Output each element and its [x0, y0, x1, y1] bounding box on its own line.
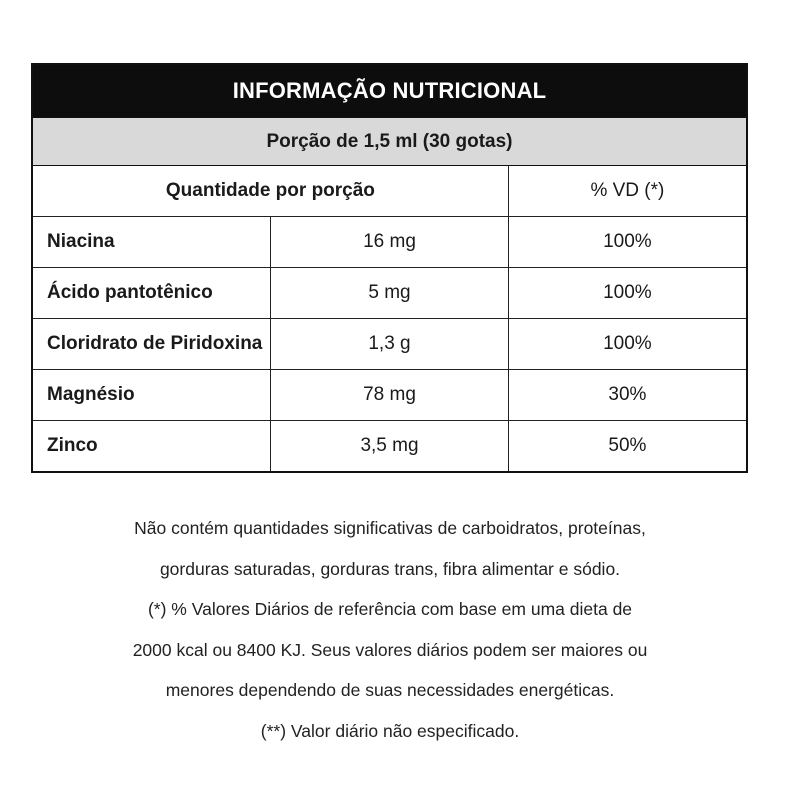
table-row	[33, 421, 746, 472]
nutrient-name: Cloridrato de Piridoxina	[33, 319, 271, 370]
nutrient-name: Magnésio	[33, 370, 271, 421]
table-row	[33, 217, 746, 268]
nutrition-table	[31, 63, 748, 473]
nutrient-amount: 78 mg	[271, 370, 509, 421]
table-title: INFORMAÇÃO NUTRICIONAL	[33, 65, 746, 117]
footnote-line: 2000 kcal ou 8400 KJ. Seus valores diários podem ser maiores ou	[132, 639, 648, 660]
nutrient-amount: 3,5 mg	[271, 421, 509, 472]
footnote-line: menores dependendo de suas necessidades energéticas.	[165, 680, 615, 700]
footnote-line: gorduras saturadas, gorduras trans, fibra alimentar e sódio.	[159, 558, 621, 579]
nutrient-vd: 50%	[508, 421, 746, 472]
table-row	[33, 319, 746, 370]
portion-size: Porção de 1,5 ml (30 gotas)	[33, 117, 746, 166]
nutrient-amount: 1,3 g	[271, 319, 509, 370]
nutrient-amount: 16 mg	[271, 217, 509, 268]
table-row	[33, 268, 746, 319]
footnote-line: (**) Valor diário não especificado.	[260, 720, 520, 741]
nutrient-vd: 100%	[508, 319, 746, 370]
quantity-header: Quantidade por porção	[33, 166, 508, 217]
table-row	[33, 370, 746, 421]
nutrient-vd: 100%	[508, 217, 746, 268]
nutrient-grid	[33, 166, 746, 471]
nutrient-name: Niacina	[33, 217, 271, 268]
nutrient-name: Zinco	[47, 435, 98, 456]
footnote-line: Não contém quantidades significativas de carboidratos, proteínas,	[134, 518, 646, 538]
nutrient-vd: 30%	[508, 370, 746, 421]
footnotes	[40, 508, 740, 751]
vd-header: % VD (*)	[508, 166, 746, 217]
nutrient-amount: 5 mg	[271, 268, 509, 319]
nutrient-vd: 100%	[508, 268, 746, 319]
header-row	[33, 166, 746, 217]
footnote-line: (*) % Valores Diários de referência com base em uma dieta de	[147, 599, 633, 619]
nutrient-name: Ácido pantotênico	[33, 268, 271, 319]
